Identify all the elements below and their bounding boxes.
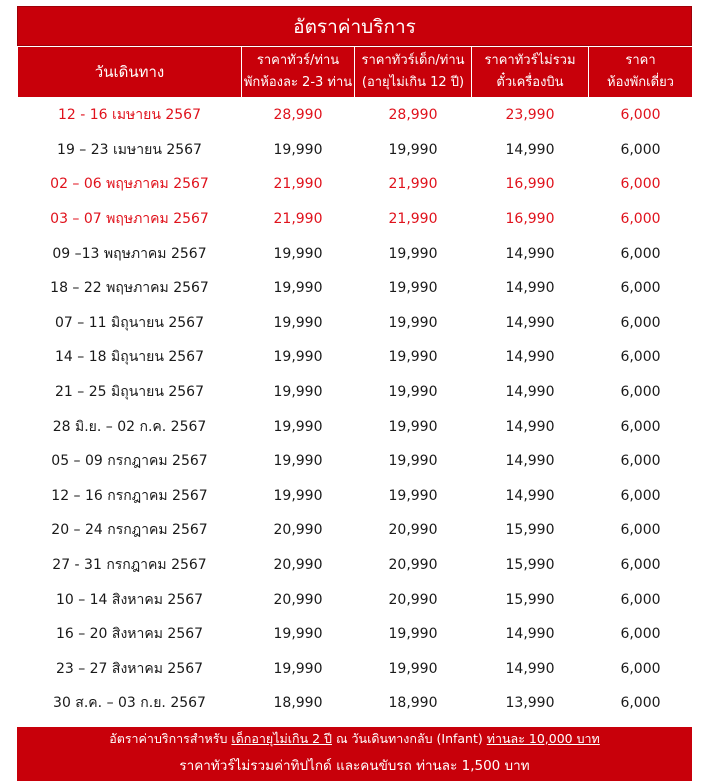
header-single-line1: ราคา [625,53,656,68]
footer-notes [17,727,692,781]
cell-adult-price: 20,990 [273,591,323,608]
infant-note-c: ณ วันเดินทางกลับ (Infant) [331,730,487,746]
cell-child-price: 19,990 [388,660,438,677]
header-noflight-line2: ตั๋วเครื่องบิน [496,75,564,90]
cell-noflight-price: 14,990 [505,349,555,366]
cell-single-room: 6,000 [620,660,661,677]
header-child-price [355,47,472,98]
cell-child-price: 19,990 [388,453,438,470]
cell-noflight-price: 14,990 [505,626,555,643]
cell-child-price: 19,990 [388,141,438,158]
infant-note-price: ท่านละ 10,000 บาท [486,730,600,746]
table-row [18,133,693,168]
cell-child-price: 21,990 [388,211,438,228]
cell-child-price: 19,990 [388,314,438,331]
header-row [18,47,693,98]
price-table [17,46,693,721]
cell-child-price: 21,990 [388,176,438,193]
cell-date: 05 – 09 กรกฎาคม 2567 [51,453,208,470]
cell-date: 27 - 31 กรกฎาคม 2567 [52,557,207,574]
cell-date: 21 – 25 มิถุนายน 2567 [55,384,204,401]
cell-single-room: 6,000 [620,522,661,539]
cell-child-price: 20,990 [388,522,438,539]
cell-date: 03 – 07 พฤษภาคม 2567 [50,211,209,228]
cell-single-room: 6,000 [620,349,661,366]
cell-child-price: 19,990 [388,626,438,643]
cell-child-price: 19,990 [388,384,438,401]
cell-single-room: 6,000 [620,211,661,228]
table-row [18,236,693,271]
cell-noflight-price: 13,990 [505,695,555,712]
cell-adult-price: 19,990 [273,660,323,677]
cell-date: 23 – 27 สิงหาคม 2567 [55,660,204,677]
infant-note [17,727,692,751]
cell-adult-price: 20,990 [273,557,323,574]
cell-noflight-price: 14,990 [505,660,555,677]
cell-noflight-price: 16,990 [505,176,555,193]
table-row [18,652,693,687]
cell-adult-price: 19,990 [273,453,323,470]
cell-child-price: 18,990 [388,695,438,712]
cell-child-price: 19,990 [388,245,438,262]
cell-adult-price: 20,990 [273,522,323,539]
cell-adult-price: 19,990 [273,245,323,262]
cell-date: 09 –13 พฤษภาคม 2567 [52,245,207,262]
cell-adult-price: 19,990 [273,487,323,504]
cell-noflight-price: 15,990 [505,557,555,574]
infant-note-a: อัตราค่าบริการสำหรับ [109,730,232,746]
table-row [18,513,693,548]
cell-single-room: 6,000 [620,107,661,124]
table-row [18,548,693,583]
cell-child-price: 19,990 [388,349,438,366]
cell-single-room: 6,000 [620,591,661,608]
table-row [18,167,693,202]
cell-noflight-price: 15,990 [505,522,555,539]
cell-adult-price: 19,990 [273,626,323,643]
cell-date: 18 – 22 พฤษภาคม 2567 [50,280,209,297]
cell-single-room: 6,000 [620,176,661,193]
table-row [18,582,693,617]
header-single-line2: ห้องพักเดี่ยว [607,75,674,90]
cell-date: 16 – 20 สิงหาคม 2567 [55,626,204,643]
cell-noflight-price: 14,990 [505,384,555,401]
table-row [18,340,693,375]
cell-child-price: 28,990 [388,107,438,124]
cell-single-room: 6,000 [620,453,661,470]
cell-adult-price: 19,990 [273,349,323,366]
cell-adult-price: 21,990 [273,211,323,228]
price-table-container [17,6,692,781]
cell-single-room: 6,000 [620,487,661,504]
cell-single-room: 6,000 [620,141,661,158]
cell-noflight-price: 23,990 [505,107,555,124]
cell-adult-price: 19,990 [273,418,323,435]
cell-adult-price: 19,990 [273,314,323,331]
cell-adult-price: 21,990 [273,176,323,193]
cell-single-room: 6,000 [620,384,661,401]
cell-adult-price: 18,990 [273,695,323,712]
cell-adult-price: 19,990 [273,280,323,297]
cell-noflight-price: 14,990 [505,418,555,435]
cell-child-price: 19,990 [388,280,438,297]
header-child-line2: (อายุไม่เกิน 12 ปี) [361,75,465,90]
cell-date: 12 – 16 กรกฎาคม 2567 [51,487,208,504]
header-child-line1: ราคาทัวร์เด็ก/ท่าน [361,53,465,68]
cell-single-room: 6,000 [620,280,661,297]
cell-single-room: 6,000 [620,245,661,262]
cell-noflight-price: 16,990 [505,211,555,228]
cell-child-price: 19,990 [388,418,438,435]
header-adult-line1: ราคาทัวร์/ท่าน [256,53,340,68]
tip-note: ราคาทัวร์ไม่รวมค่าทิปไกด์ และคนขับรถ ท่านละ 1,500 บาท [179,757,530,774]
header-single-room [589,47,693,98]
cell-date: 20 – 24 กรกฎาคม 2567 [51,522,208,539]
table-row [18,306,693,341]
price-rows [18,98,693,721]
infant-note-age: เด็กอายุไม่เกิน 2 ปี [231,730,332,746]
cell-single-room: 6,000 [620,418,661,435]
cell-noflight-price: 15,990 [505,591,555,608]
cell-noflight-price: 14,990 [505,453,555,470]
cell-child-price: 19,990 [388,487,438,504]
table-row [18,375,693,410]
table-title: อัตราค่าบริการ [17,6,692,46]
table-row [18,479,693,514]
cell-date: 02 – 06 พฤษภาคม 2567 [50,176,209,193]
cell-single-room: 6,000 [620,695,661,712]
cell-date: 10 – 14 สิงหาคม 2567 [55,591,204,608]
cell-noflight-price: 14,990 [505,487,555,504]
cell-noflight-price: 14,990 [505,141,555,158]
cell-noflight-price: 14,990 [505,314,555,331]
cell-single-room: 6,000 [620,314,661,331]
cell-child-price: 20,990 [388,591,438,608]
cell-adult-price: 19,990 [273,384,323,401]
cell-date: 12 - 16 เมษายน 2567 [58,107,201,124]
cell-adult-price: 19,990 [273,141,323,158]
cell-single-room: 6,000 [620,557,661,574]
table-row [18,444,693,479]
table-row [18,409,693,444]
cell-child-price: 20,990 [388,557,438,574]
cell-date: 14 – 18 มิถุนายน 2567 [55,349,204,366]
cell-single-room: 6,000 [620,626,661,643]
table-row [18,98,693,133]
cell-date: 28 มิ.ย. – 02 ก.ค. 2567 [52,418,207,435]
table-row [18,686,693,721]
cell-adult-price: 28,990 [273,107,323,124]
header-adult-line2: พักห้องละ 2-3 ท่าน [243,75,353,90]
header-adult-price [242,47,355,98]
cell-date: 07 – 11 มิถุนายน 2567 [55,314,204,331]
cell-noflight-price: 14,990 [505,245,555,262]
table-row [18,271,693,306]
table-row [18,202,693,237]
cell-date: 30 ส.ค. – 03 ก.ย. 2567 [53,695,206,712]
cell-noflight-price: 14,990 [505,280,555,297]
table-row [18,617,693,652]
header-noflight-line1: ราคาทัวร์ไม่รวม [484,53,576,68]
header-noflight-price [472,47,589,98]
header-date: วันเดินทาง [18,47,242,98]
cell-date: 19 – 23 เมษายน 2567 [57,141,202,158]
